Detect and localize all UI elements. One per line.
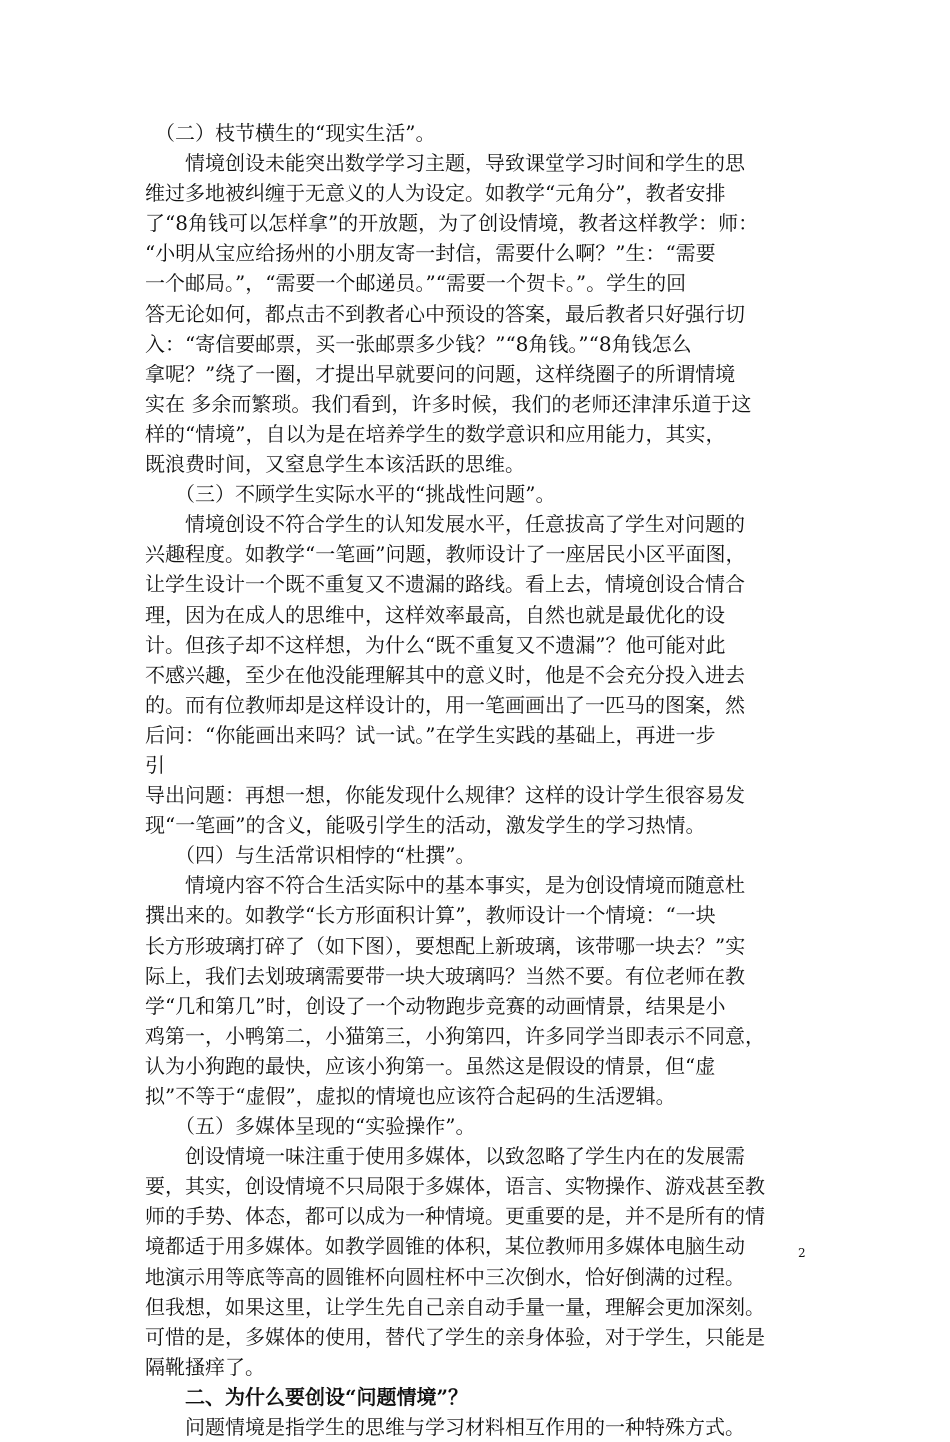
text-line: 既浪费时间，又窒息学生本该活跃的思维。	[145, 452, 525, 477]
text-line: “小明从宝应给扬州的小朋友寄一封信，需要什么啊？”生：“需要	[145, 241, 716, 266]
text-line: 情境创设未能突出数学学习主题，导致课堂学习时间和学生的思	[145, 151, 745, 176]
text-line: 长方形玻璃打碎了（如下图），要想配上新玻璃，该带哪一块去？”实	[145, 933, 746, 958]
text-line: 不感兴趣，至少在他没能理解其中的意义时，他是不会充分投入进去	[145, 662, 745, 687]
text-line: 可惜的是，多媒体的使用，替代了学生的亲身体验，对于学生，只能是	[145, 1324, 765, 1349]
text-line: 创设情境一味注重于使用多媒体，以致忽略了学生内在的发展需	[145, 1144, 745, 1169]
text-line: （五）多媒体呈现的“实验操作”。	[145, 1114, 476, 1139]
text-line: 导出问题：再想一想，你能发现什么规律？这样的设计学生很容易发	[145, 783, 745, 808]
text-line: 地演示用等底等高的圆锥杯向圆柱杯中三次倒水，恰好倒满的过程。	[145, 1264, 745, 1289]
text-line: 拟”不等于“虚假”，虚拟的情境也应该符合起码的生活逻辑。	[145, 1084, 676, 1108]
text-line: 拿呢？”绕了一圈，才提出早就要问的问题，这样绕圈子的所谓情境	[145, 361, 736, 386]
text-line: 师的手势、体态，都可以成为一种情境。更重要的是，并不是所有的情	[145, 1204, 765, 1229]
text-line: 隔靴搔痒了。	[145, 1354, 265, 1379]
text-line: 但我想，如果这里，让学生先自己亲自动手量一量，理解会更加深刻。	[145, 1294, 765, 1319]
text-line: 理，因为在成人的思维中，这样效率最高，自然也就是最优化的设	[145, 602, 725, 627]
body-text	[145, 118, 815, 1442]
text-line: 境都适于用多媒体。如教学圆锥的体积，某位教师用多媒体电脑生动	[145, 1234, 745, 1259]
text-line: 了“8角钱可以怎样拿”的开放题，为了创设情境，教者这样教学：师：	[145, 211, 759, 236]
text-line: 引	[145, 752, 165, 777]
text-line: 的。而有位教师却是这样设计的，用一笔画画出了一匹马的图案，然	[145, 692, 745, 717]
text-line: 样的“情境”，自以为是在培养学生的数学意识和应用能力，其实，	[145, 421, 726, 446]
text-line: 答无论如何，都点击不到教者心中预设的答案，最后教者只好强行切	[145, 301, 745, 326]
text-line: 一个邮局。”，“需要一个邮递员。”“需要一个贺卡。”。学生的回	[145, 271, 687, 296]
section-heading: 二、为什么要创设“问题情境”？	[145, 1384, 469, 1409]
text-line: 要，其实，创设情境不只局限于多媒体，语言、实物操作、游戏甚至教	[145, 1174, 765, 1199]
text-line: （四）与生活常识相悖的“杜撰”。	[145, 843, 476, 868]
text-line: 维过多地被纠缠于无意义的人为设定。如教学“元角分”，教者安排	[145, 181, 726, 206]
text-line: 入：“寄信要邮票，买一张邮票多少钱？”“8角钱。”“8角钱怎么	[145, 331, 692, 356]
text-line: （二）枝节横生的“现实生活”。	[145, 121, 436, 145]
text-line: 认为小狗跑的最快，应该小狗第一。虽然这是假设的情景，但“虚	[145, 1053, 716, 1078]
text-line: 鸡第一，小鸭第二，小猫第三，小狗第四，许多同学当即表示不同意，	[145, 1023, 765, 1048]
text-line: 情境内容不符合生活实际中的基本事实，是为创设情境而随意杜	[145, 873, 745, 898]
text-line: 问题情境是指学生的思维与学习材料相互作用的一种特殊方式。	[145, 1415, 745, 1440]
text-line: 际上，我们去划玻璃需要带一块大玻璃吗？当然不要。有位老师在教	[145, 963, 745, 988]
text-line: 情境创设不符合学生的认知发展水平，任意拔高了学生对问题的	[145, 512, 745, 537]
text-line: 让学生设计一个既不重复又不遗漏的路线。看上去，情境创设合情合	[145, 572, 745, 597]
page-number: 2	[798, 1246, 806, 1260]
text-line: 现“一笔画”的含义，能吸引学生的活动，激发学生的学习热情。	[145, 813, 706, 838]
text-line: （三）不顾学生实际水平的“挑战性问题”。	[145, 482, 556, 507]
text-line: 兴趣程度。如教学“一笔画”问题，教师设计了一座居民小区平面图，	[145, 542, 746, 567]
text-line: 实在 多余而繁琐。我们看到，许多时候，我们的老师还津津乐道于这	[145, 391, 752, 416]
text-line: 计。但孩子却不这样想，为什么“既不重复又不遗漏”？他可能对此	[145, 632, 726, 657]
text-line: 学“几和第几”时，创设了一个动物跑步竞赛的动画情景，结果是小	[145, 993, 726, 1018]
text-line: 后问：“你能画出来吗？试一试。”在学生实践的基础上，再进一步	[145, 722, 716, 747]
text-line: 撰出来的。如教学“长方形面积计算”，教师设计一个情境：“一块	[145, 903, 716, 928]
